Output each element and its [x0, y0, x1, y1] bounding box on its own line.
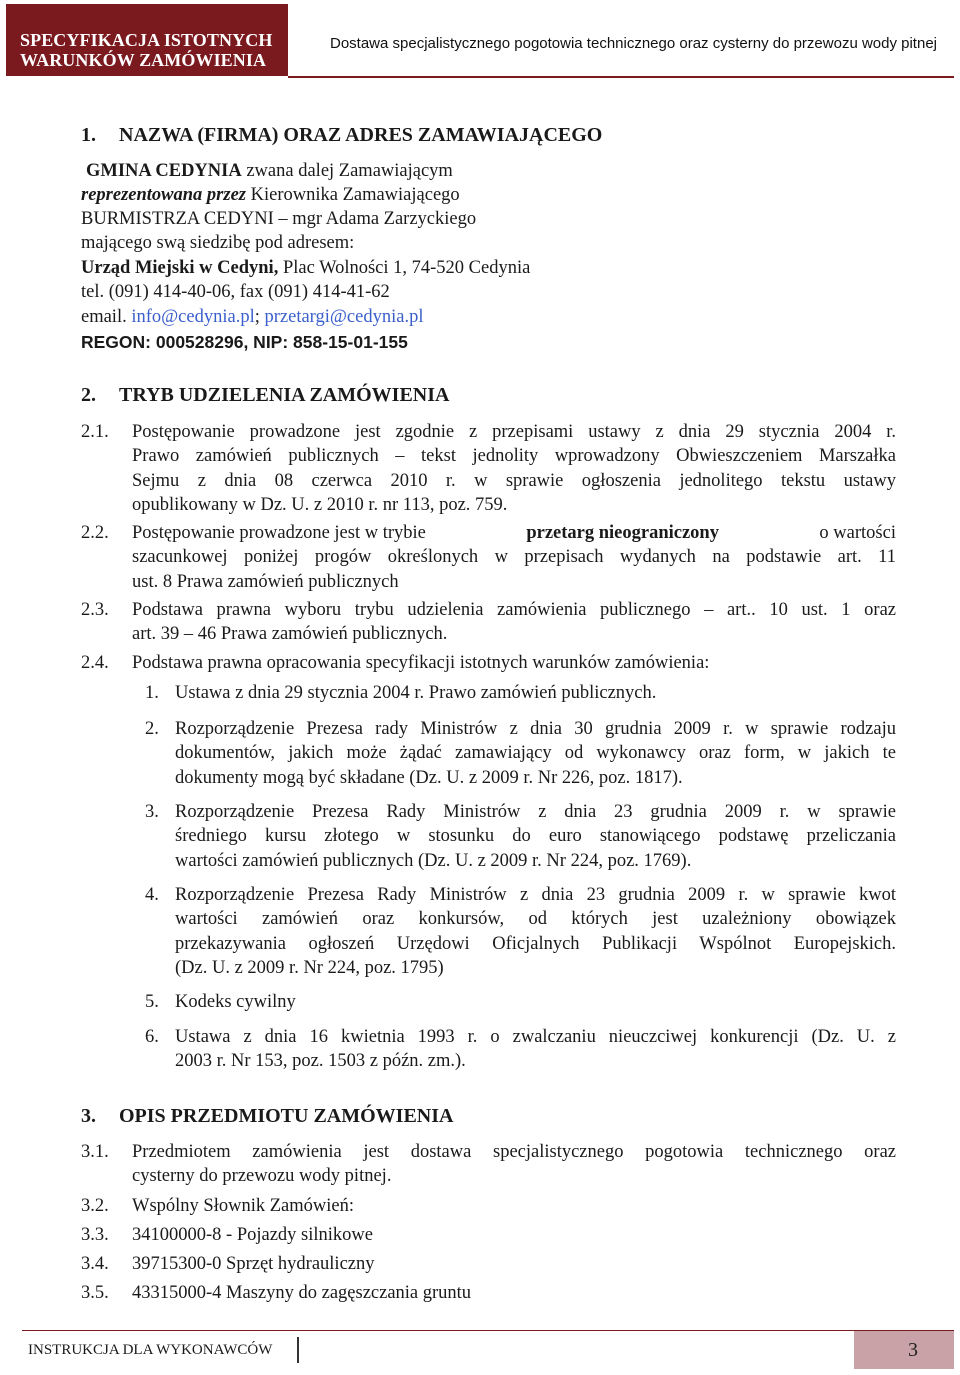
list-item-number: 6. [145, 1027, 159, 1047]
legal-basis-item: Rozporządzenie Prezesa Rady Ministrów z dnia 23 grudnia 2009 r. w sprawie średniego kursu złotego w stosunku do euro stanowiącego podstawę przeliczania wartości zamówień publicznych (Dz. U. z 2009 r. Nr 224, poz. 1769). [175, 802, 896, 871]
cpv-code: 34100000-8 - Pojazdy silnikowe [132, 1225, 373, 1245]
contracting-authority: GMINA CEDYNIA zwana dalej Zamawiającym [86, 161, 453, 181]
footer-divider [297, 1337, 299, 1363]
legal-basis-item: Ustawa z dnia 29 stycznia 2004 r. Prawo zamówień publicznych. [175, 683, 657, 703]
represented-by: reprezentowana przez Kierownika Zamawiającego [81, 185, 460, 205]
clause-number: 2.4. [81, 653, 109, 673]
footer-label: INSTRUKCJA DLA WYKONAWCÓW [28, 1342, 273, 1358]
legal-basis-item: Rozporządzenie Prezesa rady Ministrów z dnia 30 grudnia 2009 r. w sprawie rodzaju dokumentów, jakich może żądać zamawiający od wykonawcy oraz form, w jakich te dokumenty mogą być składane (Dz. U. z 2009 r. Nr 226, poz. 1817). [175, 719, 896, 788]
list-item-number: 2. [145, 719, 159, 739]
clause-number: 3.5. [81, 1283, 109, 1303]
clause-2-4: Podstawa prawna opracowania specyfikacji istotnych warunków zamówienia: [132, 653, 710, 673]
clause-number: 3.1. [81, 1142, 109, 1162]
clause-number: 2.2. [81, 523, 109, 543]
clause-2-3: Podstawa prawna wyboru trybu udzielenia zamówienia publicznego – art.. 10 ust. 1 oraz art. 39 – 46 Prawa zamówień publicznych. [132, 600, 896, 645]
clause-2-1: Postępowanie prowadzone jest zgodnie z przepisami ustawy z dnia 29 stycznia 2004 r. Prawo zamówień publicznych – tekst jednolity wprowadzony Obwieszczeniem Marszałka Sejmu z dnia 08 czerwca 2010 r. w sprawie ogłoszenia jednolitego tekstu ustawy opublikowany w Dz. U. z 2010 r. nr 113, poz. 759. [132, 422, 896, 515]
page-number: 3 [908, 1339, 918, 1361]
list-item-number: 1. [145, 683, 159, 703]
email-line: email. info@cedynia.pl; przetargi@cedynia.pl [81, 307, 424, 327]
clause-number: 2.3. [81, 600, 109, 620]
seat-line: mającego swą siedzibę pod adresem: [81, 233, 355, 253]
legal-basis-item: Ustawa z dnia 16 kwietnia 1993 r. o zwalczaniu nieuczciwej konkurencji (Dz. U. z 2003 r. Nr 153, poz. 1503 z późn. zm.). [175, 1027, 896, 1072]
document-title: SPECYFIKACJA ISTOTNYCH WARUNKÓW ZAMÓWIENIA [20, 30, 273, 70]
address-line: Urząd Miejski w Cedyni, Plac Wolności 1, 74-520 Cedynia [81, 258, 531, 278]
email-link-przetargi[interactable]: przetargi@cedynia.pl [264, 307, 424, 327]
list-item-number: 3. [145, 802, 159, 822]
clause-2-2: Postępowanie prowadzone jest w trybie przetarg nieograniczony o wartości szacunkowej poniżej progów określonych w przepisach wydanych na podstawie art. 11 ust. 8 Prawa zamówień publicznych [132, 523, 896, 592]
cpv-code: 39715300-0 Sprzęt hydrauliczny [132, 1254, 375, 1274]
header-rule [288, 76, 954, 78]
clause-number: 3.2. [81, 1196, 109, 1216]
document-subject: Dostawa specjalistycznego pogotowia technicznego oraz cysterny do przewozu wody pitnej [330, 35, 937, 52]
list-item-number: 4. [145, 885, 159, 905]
list-item-number: 5. [145, 992, 159, 1012]
regon-nip: REGON: 000528296, NIP: 858-15-01-155 [81, 332, 408, 352]
footer-rule [22, 1330, 954, 1331]
clause-number: 3.3. [81, 1225, 109, 1245]
mayor-line: BURMISTRZA CEDYNI – mgr Adama Zarzyckiego [81, 209, 477, 229]
legal-basis-item: Rozporządzenie Prezesa Rady Ministrów z dnia 23 grudnia 2009 r. w sprawie kwot wartości zamówień oraz konkursów, od których jest uzależniony obowiązek przekazywania ogłoszeń Urzędowi Oficjalnych Publikacji Wspólnot Europejskich. (Dz. U. z 2009 r. Nr 224, poz. 1795) [175, 885, 896, 978]
clause-number: 2.1. [81, 422, 109, 442]
clause-3-1: Przedmiotem zamówienia jest dostawa specjalistycznego pogotowia technicznego oraz cysterny do przewozu wody pitnej. [132, 1142, 896, 1187]
email-link-info[interactable]: info@cedynia.pl [131, 307, 255, 327]
legal-basis-item: Kodeks cywilny [175, 992, 296, 1012]
phone-line: tel. (091) 414-40-06, fax (091) 414-41-62 [81, 282, 390, 302]
page-number-box [854, 1331, 954, 1369]
clause-3-2: Wspólny Słownik Zamówień: [132, 1196, 354, 1216]
clause-number: 3.4. [81, 1254, 109, 1274]
cpv-code: 43315000-4 Maszyny do zagęszczania gruntu [132, 1283, 472, 1303]
